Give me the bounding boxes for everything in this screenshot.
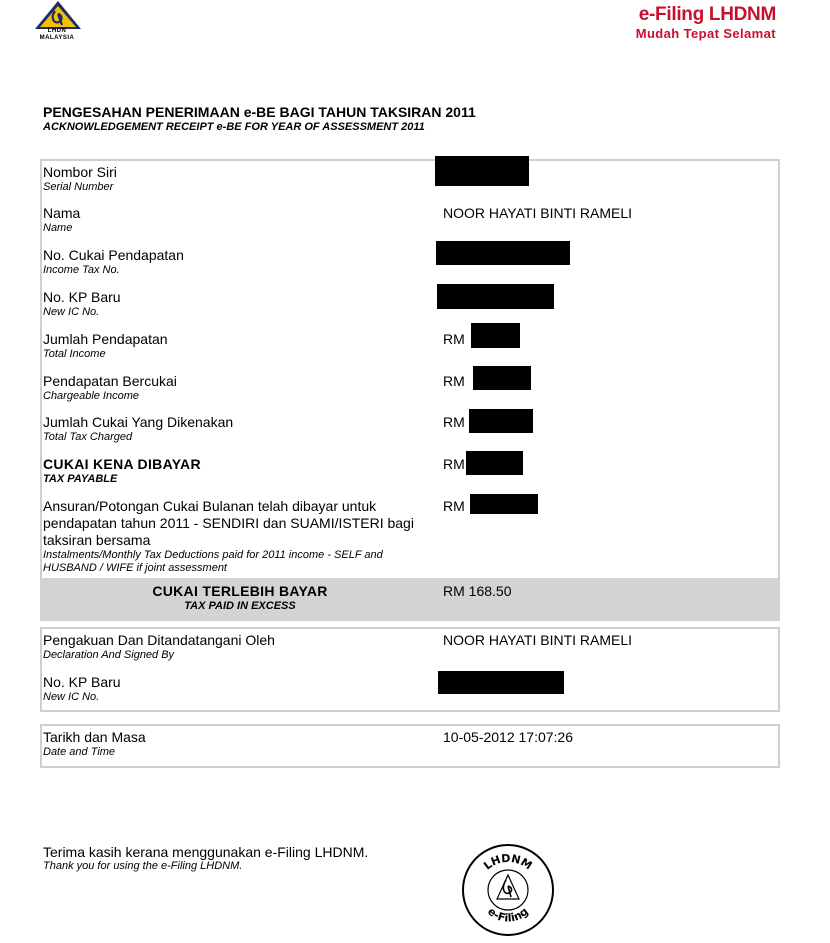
declaration-ic-label-my: No. KP Baru	[43, 674, 121, 690]
instalments-label-my: Ansuran/Potongan Cukai Bulanan telah dibayar untuk pendapatan tahun 2011 - SENDIRI dan SUAMI/ISTERI bagi taksiran bersama	[43, 498, 414, 548]
stamp-top-text: LHDNM	[481, 851, 535, 873]
instalments-currency: RM	[443, 498, 465, 514]
ic-no-label-my: No. KP Baru	[43, 289, 121, 305]
efiling-stamp	[460, 842, 556, 938]
signed-by-label-my: Pengakuan Dan Ditandatangani Oleh	[43, 632, 275, 648]
declaration-ic-label-en: New IC No.	[43, 691, 100, 703]
total-tax-label-en: Total Tax Charged	[43, 431, 133, 443]
tax-excess-value: RM 168.50	[443, 583, 512, 599]
name-value: NOOR HAYATI BINTI RAMELI	[443, 205, 633, 221]
total-tax-currency: RM	[443, 414, 465, 430]
tax-payable-redaction	[466, 451, 523, 475]
declaration-ic-redaction	[438, 671, 564, 694]
document-title: PENGESAHAN PENERIMAAN e-BE BAGI TAHUN TAKSIRAN 2011	[43, 104, 476, 120]
document-subtitle: ACKNOWLEDGEMENT RECEIPT e-BE FOR YEAR OF ASSESSMENT 2011	[43, 121, 425, 133]
signed-by-label-en: Declaration And Signed By	[43, 649, 175, 661]
serial-redaction	[435, 156, 529, 186]
chargeable-income-label-en: Chargeable Income	[43, 390, 140, 402]
brand-title: e-Filing LHDNM	[638, 4, 776, 25]
datetime-label-my: Tarikh dan Masa	[43, 729, 146, 745]
serial-label-my: Nombor Siri	[43, 164, 117, 180]
serial-label-en: Serial Number	[43, 181, 114, 193]
tax-excess-label	[40, 583, 440, 613]
signed-by-value: NOOR HAYATI BINTI RAMELI	[443, 632, 633, 648]
total-income-redaction	[471, 323, 520, 348]
serial-label	[43, 164, 433, 194]
logo-caption-top: LHDN	[47, 28, 67, 34]
total-income-currency: RM	[443, 331, 465, 347]
chargeable-income-label-my: Pendapatan Bercukai	[43, 373, 177, 389]
lhdn-emblem-icon	[28, 0, 88, 30]
brand-block	[636, 4, 776, 41]
tax-payable-label	[43, 456, 433, 486]
instalments-redaction	[470, 494, 538, 514]
datetime-label	[43, 729, 433, 759]
logo-caption	[28, 28, 86, 42]
thank-you-note	[43, 844, 368, 873]
tax-payable-label-en: TAX PAYABLE	[43, 473, 118, 485]
tax-no-label-my: No. Cukai Pendapatan	[43, 247, 184, 263]
thank-you-en: Thank you for using the e-Filing LHDNM.	[43, 860, 243, 872]
ic-no-redaction	[437, 284, 554, 309]
brand-tagline: Mudah Tepat Selamat	[635, 26, 776, 41]
total-tax-label-my: Jumlah Cukai Yang Dikenakan	[43, 414, 234, 430]
tax-payable-currency: RM	[443, 456, 465, 472]
tax-payable-label-my: CUKAI KENA DIBAYAR	[43, 456, 201, 472]
chargeable-income-currency: RM	[443, 373, 465, 389]
efiling-stamp-icon	[460, 842, 556, 938]
tax-excess-label-en: TAX PAID IN EXCESS	[184, 600, 296, 612]
instalments-label	[43, 498, 428, 575]
total-tax-label	[43, 414, 433, 444]
stamp-bottom-text: e-Filing	[485, 904, 531, 925]
name-label-en: Name	[43, 222, 73, 234]
tax-no-label-en: Income Tax No.	[43, 264, 120, 276]
chargeable-income-redaction	[473, 366, 531, 390]
instalments-label-en: Instalments/Monthly Tax Deductions paid for 2011 income - SELF and HUSBAND / WIFE if joint assessment	[43, 549, 383, 574]
name-label-my: Nama	[43, 205, 81, 221]
tax-excess-label-my: CUKAI TERLEBIH BAYAR	[152, 583, 328, 599]
thank-you-my: Terima kasih kerana menggunakan e-Filing LHDNM.	[43, 844, 369, 860]
document-heading	[43, 104, 476, 134]
total-income-label-my: Jumlah Pendapatan	[43, 331, 168, 347]
name-label	[43, 205, 433, 235]
declaration-ic-label	[43, 674, 433, 704]
ic-no-label	[43, 289, 433, 319]
signed-by-label	[43, 632, 433, 662]
tax-no-label	[43, 247, 433, 277]
datetime-value: 10-05-2012 17:07:26	[443, 729, 573, 745]
total-income-label	[43, 331, 433, 361]
chargeable-income-label	[43, 373, 433, 403]
total-income-label-en: Total Income	[43, 348, 106, 360]
logo-caption-bottom: MALAYSIA	[39, 35, 75, 41]
datetime-label-en: Date and Time	[43, 746, 116, 758]
ic-no-label-en: New IC No.	[43, 306, 100, 318]
total-tax-redaction	[469, 409, 533, 433]
tax-no-redaction	[436, 241, 570, 265]
